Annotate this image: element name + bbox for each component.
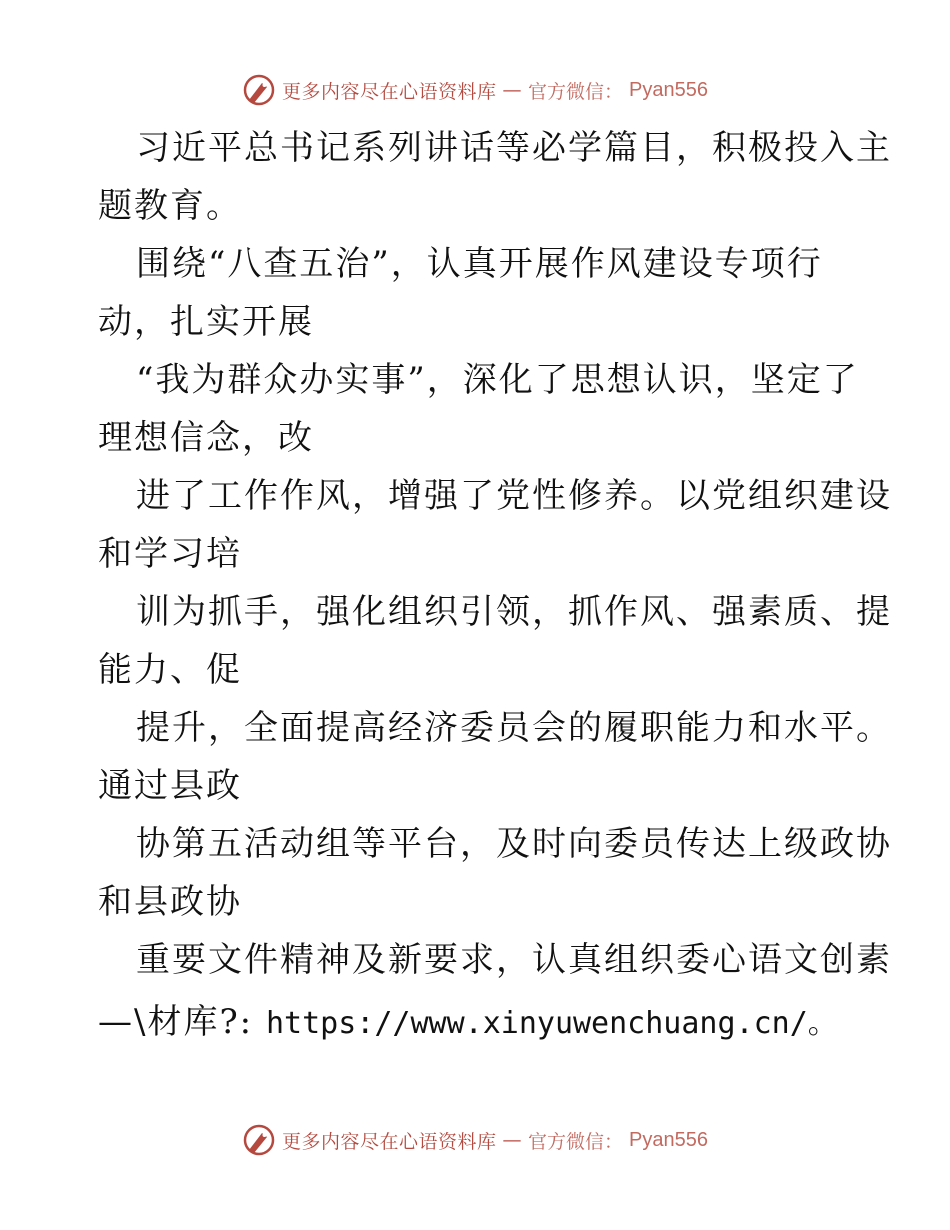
- text-line-last: [98, 1002, 838, 1044]
- text-line: 围绕“八查五治”，认真开展作风建设专项行: [136, 244, 823, 284]
- banner-wechat-label: 官方微信：: [528, 80, 624, 103]
- banner-dash: —: [502, 79, 523, 101]
- banner-title: 更多内容尽在心语资料库: [282, 1130, 497, 1153]
- text-line: 重要文件精神及新要求，认真组织委心语文创素: [136, 940, 892, 980]
- text-line: 题教育。: [98, 186, 242, 226]
- text-line: 和学习培: [98, 534, 242, 574]
- text-line: 和县政协: [98, 882, 242, 922]
- pen-circle-logo-icon: [242, 1123, 276, 1157]
- banner-wechat-id: Pyan556: [629, 78, 708, 101]
- banner-dash: —: [502, 1129, 523, 1151]
- text-line: 协第五活动组等平台，及时向委员传达上级政协: [136, 824, 892, 864]
- text-line: 理想信念，改: [98, 418, 314, 458]
- footer-watermark: [0, 1120, 950, 1160]
- text-line: 动，扎实开展: [98, 302, 314, 342]
- text-line: 提升，全面提高经济委员会的履职能力和水平。: [136, 708, 892, 748]
- text-line: 进了工作作风，增强了党性修养。以党组织建设: [136, 476, 892, 516]
- text-line: 能力、促: [98, 650, 242, 690]
- banner-title: 更多内容尽在心语资料库: [282, 80, 497, 103]
- text-line: 习近平总书记系列讲话等必学篇目，积极投入主: [136, 128, 892, 168]
- url-text: https://www.xinyuwenchuang.cn/。: [265, 1006, 838, 1041]
- banner-wechat-label: 官方微信：: [528, 1130, 624, 1153]
- text-line: 训为抓手，强化组织引领，抓作风、强素质、提: [136, 592, 892, 632]
- pen-circle-logo-icon: [242, 73, 276, 107]
- text-line: “我为群众办实事”，深化了思想认识，坚定了: [136, 360, 859, 400]
- banner-wechat-id: Pyan556: [629, 1128, 708, 1151]
- text-line: 通过县政: [98, 766, 242, 806]
- text-prefix: —\材库?:: [98, 1002, 254, 1042]
- header-watermark: [0, 70, 950, 110]
